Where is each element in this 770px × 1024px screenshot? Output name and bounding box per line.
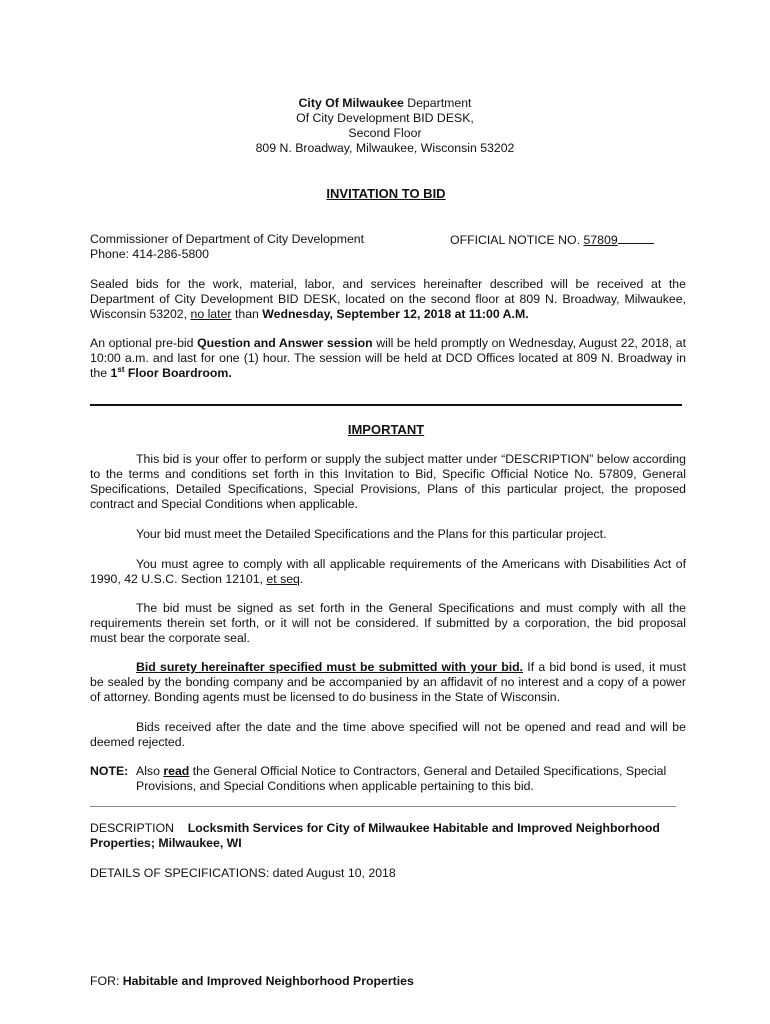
- details-of-specifications: DETAILS OF SPECIFICATIONS: dated August 10, 2018: [90, 866, 396, 880]
- description-text: Locksmith Services for City of Milwaukee Habitable and Improved Neighborhood Properties; Milwaukee, WI: [90, 821, 660, 850]
- commissioner-name: Commissioner of Department of City Development: [90, 232, 365, 246]
- important-paragraph-2: Your bid must meet the Detailed Specifications and the Plans for this particular project.: [136, 527, 607, 541]
- for-label: FOR:: [90, 974, 120, 988]
- note-line-2: Provisions, and Special Conditions when applicable pertaining to this bid.: [136, 779, 534, 793]
- section-divider: [90, 404, 682, 406]
- important-paragraph-3: You must agree to comply with all applicable requirements of the Americans with Disabilities Act of 1990, 42 U.S.C. Section 12101, et seq.: [90, 557, 686, 586]
- header-line-1: [0, 96, 770, 111]
- header-line-3: Second Floor: [348, 126, 422, 140]
- note-block: NOTE: Also read the General Official Notice to Contractors, General and Detailed Specifications, Special Provisions, and Special Conditions when applicable pertaining to this bid.: [90, 764, 690, 794]
- commissioner-block: [90, 232, 430, 262]
- important-paragraph-4: The bid must be signed as set forth in the General Specifications and must comply with all the requirements therein set forth, or it will not be considered. If submitted by a corporation, the bid proposal must bear the corporate seal.: [90, 601, 686, 645]
- no-later-text: no later: [190, 307, 232, 321]
- important-heading: IMPORTANT: [347, 422, 425, 437]
- official-notice-number: 57809: [583, 233, 618, 247]
- boardroom-location: 1st Floor Boardroom.: [110, 364, 232, 380]
- header-line-4: 809 N. Broadway, Milwaukee, Wisconsin 53202: [255, 141, 515, 155]
- note-label: NOTE:: [90, 764, 129, 778]
- qa-session: Question and Answer session: [197, 336, 373, 350]
- important-paragraph-6: Bids received after the date and the time above specified will not be opened and read and will be deemed rejected.: [90, 720, 686, 749]
- description-label: DESCRIPTION: [90, 821, 175, 835]
- header-line-2: Of City Development BID DESK,: [296, 111, 474, 125]
- bid-surety-text: Bid surety hereinafter specified must be submitted with your bid.: [136, 660, 524, 674]
- prebid-paragraph: An optional pre-bid Question and Answer session will be held promptly on Wednesday, August 22, 2018, at 10:00 a.m. and last for one (1) hour. The session will be held at DCD Offices located at 809 N. Broadway in the 1st Floor Boardroom.: [90, 336, 686, 380]
- for-text: Habitable and Improved Neighborhood Properties: [122, 974, 414, 988]
- description-block: [90, 821, 690, 851]
- important-paragraph-5: Bid surety hereinafter specified must be submitted with your bid. If a bid bond is used, it must be sealed by the bonding company and be accompanied by an affidavit of no interest and a copy of a power of attorney. Bonding agents must be licensed to do business in the State of Wisconsin.: [90, 660, 686, 704]
- et-seq: et seq: [266, 572, 300, 586]
- header-block: [0, 96, 770, 156]
- header-org: City Of Milwaukee: [298, 96, 404, 110]
- document-title: INVITATION TO BID: [326, 186, 446, 201]
- bid-deadline: Wednesday, September 12, 2018 at 11:00 A.M.: [262, 307, 529, 321]
- note-read: read: [163, 764, 190, 778]
- sealed-bids-paragraph: Sealed bids for the work, material, labor, and services hereinafter described will be received at the Department of City Development BID DESK, located on the second floor at 809 N. Broadway, Milwaukee, Wisconsin 53202, no later than Wednesday, September 12, 2018 at 11:00 A.M.: [90, 277, 686, 321]
- notice-underline: [618, 232, 654, 244]
- header-dept: Department: [407, 96, 472, 110]
- official-notice: [450, 232, 680, 248]
- commissioner-phone: Phone: 414-286-5800: [90, 247, 209, 261]
- for-line: [90, 974, 690, 989]
- description-divider: [90, 806, 676, 807]
- official-notice-label: OFFICIAL NOTICE NO.: [450, 233, 581, 247]
- important-paragraph-1: This bid is your offer to perform or supply the subject matter under “DESCRIPTION” below according to the terms and conditions set forth in this Invitation to Bid, Specific Official Notice No. 57809, General Specifications, Detailed Specifications, Special Provisions, Plans of this particular project, the proposed contract and Special Conditions when applicable.: [90, 452, 686, 511]
